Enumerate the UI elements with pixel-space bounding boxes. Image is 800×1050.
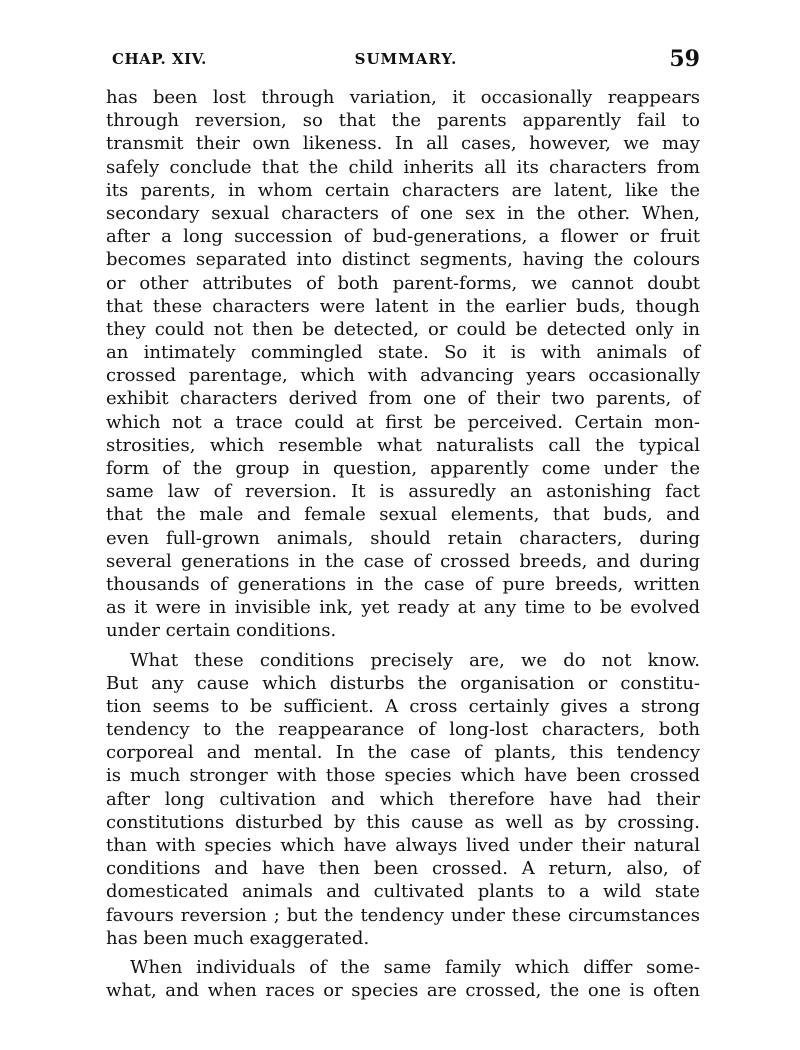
running-head [112, 46, 700, 76]
text-line: that these characters were latent in the earlier buds, though [106, 295, 700, 317]
text-line: conditions and have then been crossed. A return, also, of [106, 858, 700, 880]
text-line: domesticated animals and cultivated plants to a wild state [106, 881, 700, 903]
text-line: what, and when races or species are crossed, the one is often [106, 980, 700, 1002]
text-line: even full-grown animals, should retain characters, during [106, 527, 700, 549]
paragraph [106, 86, 700, 643]
text-line: or other attributes of both parent-forms, we cannot doubt [106, 272, 700, 294]
text-line: What these conditions precisely are, we do not know. [130, 649, 700, 671]
text-line: corporeal and mental. In the case of plants, this tendency [106, 742, 700, 764]
text-line: favours reversion ; but the tendency under these circumstances [106, 904, 700, 926]
text-line: secondary sexual characters of one sex in the other. When, [106, 202, 700, 224]
text-line: its parents, in whom certain characters are latent, like the [106, 179, 700, 201]
body-text [106, 86, 700, 1002]
text-line: an intimately commingled state. So it is with animals of [106, 342, 700, 364]
text-line: strosities, which resemble what naturalists call the typical [106, 434, 700, 456]
page-number: 59 [669, 46, 700, 72]
text-line: becomes separated into distinct segments, having the colours [106, 249, 700, 271]
text-line: But any cause which disturbs the organisation or constitu- [106, 672, 700, 694]
text-line: is much stronger with those species which have been crossed [106, 765, 700, 787]
text-line: several generations in the case of crossed breeds, and during [106, 550, 700, 572]
text-line: exhibit characters derived from one of their two parents, of [106, 388, 700, 410]
text-line: has been lost through variation, it occasionally reappears [106, 87, 700, 108]
text-line: that the male and female sexual elements, that buds, and [106, 504, 700, 526]
text-line: as it were in invisible ink, yet ready at any time to be evolved [106, 597, 700, 619]
text-line: which not a trace could at first be perceived. Certain mon- [106, 411, 700, 433]
text-line: same law of reversion. It is assuredly an astonishing fact [106, 481, 700, 503]
text-line: tendency to the reappearance of long-lost characters, both [106, 719, 700, 741]
text-line: they could not then be detected, or could be detected only in [106, 318, 700, 340]
text-line: through reversion, so that the parents apparently fail to [106, 110, 700, 132]
text-line: form of the group in question, apparently come under the [106, 458, 700, 479]
text-line: after a long succession of bud-generations, a flower or fruit [106, 226, 700, 248]
text-line: tion seems to be sufficient. A cross certainly gives a strong [106, 695, 700, 717]
text-line: under certain conditions. [106, 620, 337, 642]
text-line: has been much exaggerated. [106, 927, 370, 949]
paragraph [106, 956, 700, 1002]
text-line: When individuals of the same family which differ some- [130, 956, 700, 978]
text-line: crossed parentage, which with advancing years occasionally [106, 365, 700, 387]
text-line: than with species which have always lived under their natural [106, 835, 700, 856]
text-line: safely conclude that the child inherits all its characters from [106, 156, 700, 178]
text-line: thousands of generations in the case of pure breeds, written [106, 573, 700, 595]
text-line: constitutions disturbed by this cause as well as by crossing. [106, 811, 700, 833]
text-line: after long cultivation and which therefore have had their [106, 788, 700, 810]
section-title: SUMMARY. [354, 50, 458, 68]
chapter-heading: CHAP. XIV. [112, 50, 207, 68]
paragraph [106, 649, 700, 950]
text-line: transmit their own likeness. In all cases, however, we may [106, 133, 700, 155]
